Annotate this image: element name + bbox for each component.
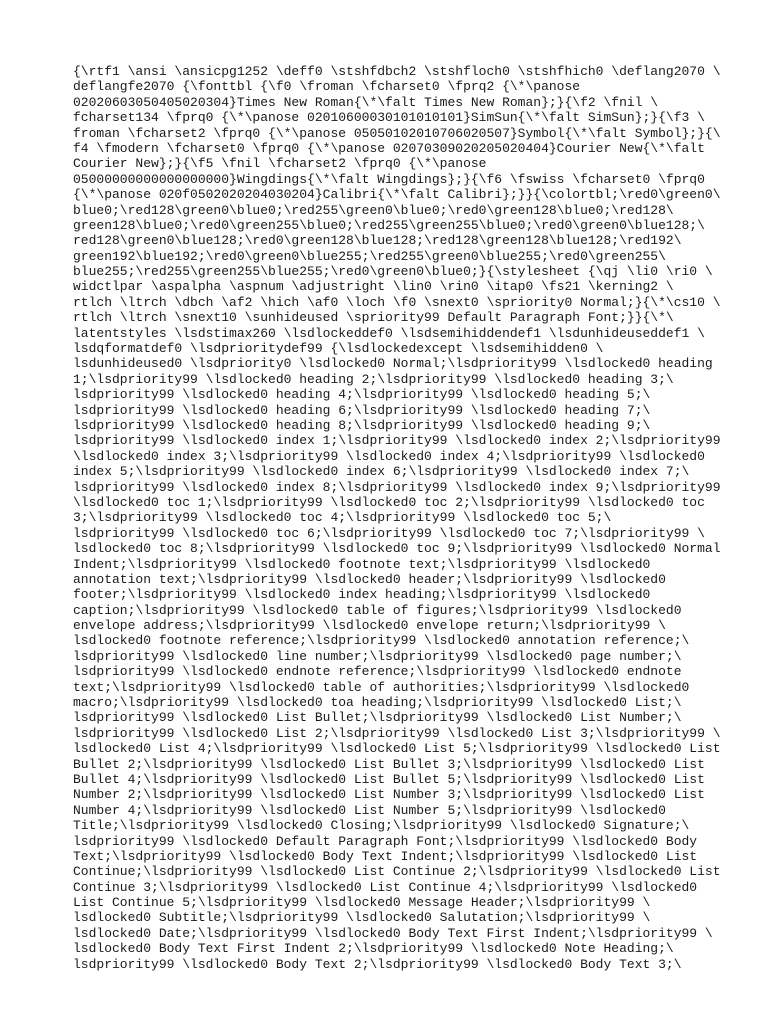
text-line: Text;\lsdpriority99 \lsdlocked0 Body Text Indent;\lsdpriority99 \lsdlocked0 List — [73, 848, 698, 864]
text-line: List Continue 5;\lsdpriority99 \lsdlocked0 Message Header;\lsdpriority99 \ — [73, 895, 651, 911]
text-line: index 5;\lsdpriority99 \lsdlocked0 index 6;\lsdpriority99 \lsdlocked0 index 7;\ — [73, 464, 690, 480]
text-line: widctlpar \aspalpha \aspnum \adjustright \lin0 \rin0 \itap0 \fs21 \kerning2 \ — [73, 279, 674, 295]
text-line: lsdpriority99 \lsdlocked0 heading 8;\lsdpriority99 \lsdlocked0 heading 9;\ — [73, 417, 651, 433]
text-line: red128\green0\blue128;\red0\green128\blue128;\red128\green128\blue128;\red192\ — [73, 233, 682, 249]
text-line: lsdpriority99 \lsdlocked0 line number;\lsdpriority99 \lsdlocked0 page number;\ — [73, 648, 682, 664]
text-line: 05000000000000000000}Wingdings{\*\falt Wingdings};}{\f6 \fswiss \fcharset0 \fprq0 — [73, 171, 705, 187]
text-line: \lsdlocked0 index 3;\lsdpriority99 \lsdlocked0 index 4;\lsdpriority99 \lsdlocked0 — [73, 448, 705, 464]
text-line: lsdpriority99 \lsdlocked0 index 1;\lsdpriority99 \lsdlocked0 index 2;\lsdpriority99 — [73, 433, 721, 449]
text-line: text;\lsdpriority99 \lsdlocked0 table of authorities;\lsdpriority99 \lsdlocked0 — [73, 679, 690, 695]
text-line: Continue 3;\lsdpriority99 \lsdlocked0 List Continue 4;\lsdpriority99 \lsdlocked0 — [73, 879, 698, 895]
text-line: lsdqformatdef0 \lsdprioritydef99 {\lsdlockedexcept \lsdsemihidden0 \ — [73, 341, 604, 357]
text-line: envelope address;\lsdpriority99 \lsdlocked0 envelope return;\lsdpriority99 \ — [73, 618, 666, 634]
text-line: lsdpriority99 \lsdlocked0 List 2;\lsdpriority99 \lsdlocked0 List 3;\lsdpriority99 \ — [73, 725, 721, 741]
text-line: Courier New};}{\f5 \fnil \fcharset2 \fprq0 {\*\panose — [73, 156, 487, 172]
text-line: lsdlocked0 Date;\lsdpriority99 \lsdlocked0 Body Text First Indent;\lsdpriority99 \ — [73, 925, 713, 941]
text-line: {\rtf1 \ansi \ansicpg1252 \deff0 \stshfdbch2 \stshfloch0 \stshfhich0 \deflang2070 \ — [73, 64, 721, 79]
text-line: lsdpriority99 \lsdlocked0 endnote reference;\lsdpriority99 \lsdlocked0 endnote — [73, 664, 682, 680]
text-line: macro;\lsdpriority99 \lsdlocked0 toa heading;\lsdpriority99 \lsdlocked0 List;\ — [73, 695, 682, 711]
text-line: green192\blue192;\red0\green0\blue255;\red255\green0\blue255;\red0\green255\ — [73, 248, 666, 264]
text-line: {\*\panose 020f0502020204030204}Calibri{\*\falt Calibri};}}{\colortbl;\red0\green0\ — [73, 187, 721, 203]
text-line: lsdlocked0 List 4;\lsdpriority99 \lsdlocked0 List 5;\lsdpriority99 \lsdlocked0 List — [73, 741, 721, 757]
text-line: 3;\lsdpriority99 \lsdlocked0 toc 4;\lsdpriority99 \lsdlocked0 toc 5;\ — [73, 510, 612, 526]
text-line: froman \fcharset2 \fprq0 {\*\panose 05050102010706020507}Symbol{\*\falt Symbol};}{\ — [73, 125, 721, 141]
text-line: green128\blue0;\red0\green255\blue0;\red255\green255\blue0;\red0\green0\blue128;\ — [73, 217, 705, 233]
text-line: Bullet 4;\lsdpriority99 \lsdlocked0 List Bullet 5;\lsdpriority99 \lsdlocked0 List — [73, 771, 705, 787]
text-line: Number 2;\lsdpriority99 \lsdlocked0 List Number 3;\lsdpriority99 \lsdlocked0 List — [73, 787, 705, 803]
text-line: Continue;\lsdpriority99 \lsdlocked0 List Continue 2;\lsdpriority99 \lsdlocked0 List — [73, 864, 721, 880]
rtf-source-text — [73, 64, 721, 972]
text-line: lsdlocked0 Subtitle;\lsdpriority99 \lsdlocked0 Salutation;\lsdpriority99 \ — [73, 910, 651, 926]
text-line: lsdlocked0 Body Text First Indent 2;\lsdpriority99 \lsdlocked0 Note Heading;\ — [73, 941, 674, 957]
text-line: 1;\lsdpriority99 \lsdlocked0 heading 2;\lsdpriority99 \lsdlocked0 heading 3;\ — [73, 371, 674, 387]
text-line: lsdpriority99 \lsdlocked0 Body Text 2;\lsdpriority99 \lsdlocked0 Body Text 3;\ — [73, 956, 682, 972]
text-line: deflangfe2070 {\fonttbl {\f0 \froman \fcharset0 \fprq2 {\*\panose — [73, 79, 581, 95]
text-line: lsdpriority99 \lsdlocked0 Default Paragraph Font;\lsdpriority99 \lsdlocked0 Body — [73, 833, 698, 849]
text-line: 02020603050405020304}Times New Roman{\*\falt Times New Roman};}{\f2 \fnil \ — [73, 94, 659, 110]
text-line: f4 \fmodern \fcharset0 \fprq0 {\*\panose 02070309020205020404}Courier New{\*\falt — [73, 140, 705, 156]
text-line: \lsdlocked0 toc 1;\lsdpriority99 \lsdlocked0 toc 2;\lsdpriority99 \lsdlocked0 toc — [73, 494, 705, 510]
text-line: latentstyles \lsdstimax260 \lsdlockeddef0 \lsdsemihiddendef1 \lsdunhideuseddef1 \ — [73, 325, 705, 341]
text-line: lsdpriority99 \lsdlocked0 List Bullet;\lsdpriority99 \lsdlocked0 List Number;\ — [73, 710, 682, 726]
text-line: annotation text;\lsdpriority99 \lsdlocked0 header;\lsdpriority99 \lsdlocked0 — [73, 571, 666, 587]
text-line: lsdpriority99 \lsdlocked0 heading 4;\lsdpriority99 \lsdlocked0 heading 5;\ — [73, 387, 651, 403]
text-line: lsdunhideused0 \lsdpriority0 \lsdlocked0 Normal;\lsdpriority99 \lsdlocked0 heading — [73, 356, 713, 372]
text-line: rtlch \ltrch \snext10 \sunhideused \spriority99 Default Paragraph Font;}}{\*\ — [73, 310, 674, 326]
text-line: Number 4;\lsdpriority99 \lsdlocked0 List Number 5;\lsdpriority99 \lsdlocked0 — [73, 802, 666, 818]
text-line: lsdpriority99 \lsdlocked0 index 8;\lsdpriority99 \lsdlocked0 index 9;\lsdpriority99 — [73, 479, 721, 495]
text-line: lsdlocked0 footnote reference;\lsdpriority99 \lsdlocked0 annotation reference;\ — [73, 633, 690, 649]
text-line: blue0;\red128\green0\blue0;\red255\green0\blue0;\red0\green128\blue0;\red128\ — [73, 202, 674, 218]
text-line: caption;\lsdpriority99 \lsdlocked0 table of figures;\lsdpriority99 \lsdlocked0 — [73, 602, 682, 618]
text-line: lsdlocked0 toc 8;\lsdpriority99 \lsdlocked0 toc 9;\lsdpriority99 \lsdlocked0 Normal — [73, 541, 721, 557]
text-line: Bullet 2;\lsdpriority99 \lsdlocked0 List Bullet 3;\lsdpriority99 \lsdlocked0 List — [73, 756, 705, 772]
text-line: fcharset134 \fprq0 {\*\panose 02010600030101010101}SimSun{\*\falt SimSun};}{\f3 \ — [73, 110, 705, 126]
text-line: Title;\lsdpriority99 \lsdlocked0 Closing;\lsdpriority99 \lsdlocked0 Signature;\ — [73, 818, 690, 834]
text-line: blue255;\red255\green255\blue255;\red0\green0\blue0;}{\stylesheet {\qj \li0 \ri0 \ — [73, 264, 713, 280]
text-line: lsdpriority99 \lsdlocked0 heading 6;\lsdpriority99 \lsdlocked0 heading 7;\ — [73, 402, 651, 418]
text-line: rtlch \ltrch \dbch \af2 \hich \af0 \loch \f0 \snext0 \spriority0 Normal;}{\*\cs10 \ — [73, 294, 721, 310]
text-line: footer;\lsdpriority99 \lsdlocked0 index heading;\lsdpriority99 \lsdlocked0 — [73, 587, 651, 603]
text-line: lsdpriority99 \lsdlocked0 toc 6;\lsdpriority99 \lsdlocked0 toc 7;\lsdpriority99 \ — [73, 525, 705, 541]
text-line: Indent;\lsdpriority99 \lsdlocked0 footnote text;\lsdpriority99 \lsdlocked0 — [73, 556, 651, 572]
